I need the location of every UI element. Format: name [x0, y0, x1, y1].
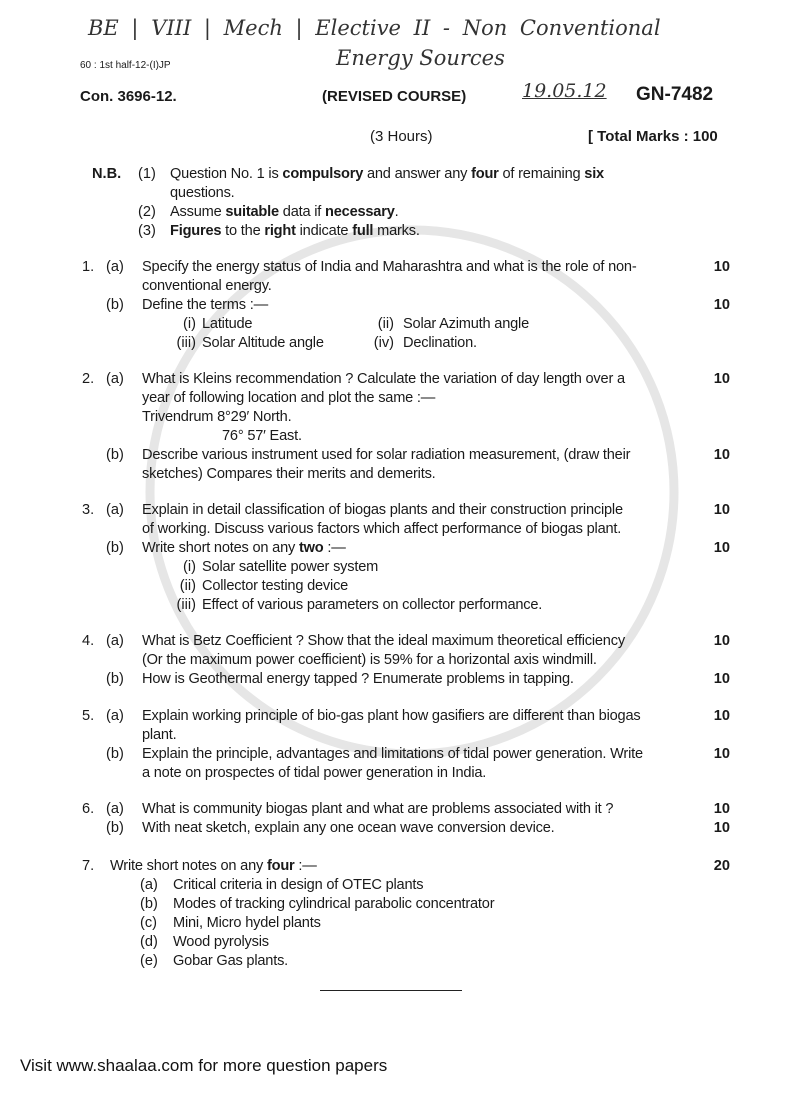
- question-number: 2.: [82, 371, 95, 387]
- total-marks: [ Total Marks : 100: [588, 128, 718, 145]
- paper-code-small: 60 : 1st half-12-(I)JP: [80, 60, 171, 71]
- question-text: How is Geothermal energy tapped ? Enumerate problems in tapping.: [142, 671, 574, 687]
- term-num: (i): [183, 316, 196, 332]
- nb-text: Figures to the right indicate full marks.: [170, 223, 420, 239]
- item-text: Gobar Gas plants.: [173, 953, 289, 969]
- question-text: (Or the maximum power coefficient) is 59% for a horizontal axis windmill.: [142, 652, 597, 668]
- question-text: Explain the principle, advantages and limitations of tidal power generation. Write: [142, 746, 643, 762]
- nb-num: (3): [138, 223, 156, 239]
- question-text: year of following location and plot the same :—: [142, 390, 436, 406]
- question-5: [0, 707, 800, 783]
- item-num: (e): [140, 953, 158, 969]
- marks: 10: [713, 371, 730, 387]
- part-label: (b): [106, 671, 124, 687]
- part-label: (a): [106, 371, 124, 387]
- duration: (3 Hours): [370, 128, 433, 145]
- marks: 10: [713, 297, 730, 313]
- question-text: Define the terms :—: [142, 297, 268, 313]
- footer-note: Visit www.shaalaa.com for more question papers: [20, 1056, 388, 1075]
- question-text: sketches) Compares their merits and demerits.: [142, 466, 436, 482]
- question-text: What is community biogas plant and what are problems associated with it ?: [142, 801, 614, 817]
- part-label: (a): [106, 801, 124, 817]
- instructions: [0, 165, 800, 241]
- nb-num: (1): [138, 166, 156, 182]
- marks: 10: [713, 801, 730, 817]
- term-num: (iv): [373, 335, 394, 351]
- part-label: (b): [106, 746, 124, 762]
- question-3: [0, 501, 800, 615]
- part-label: (a): [106, 259, 124, 275]
- item-text: Modes of tracking cylindrical parabolic concentrator: [173, 896, 495, 912]
- question-text: Write short notes on any two :—: [142, 540, 346, 556]
- part-label: (a): [106, 708, 124, 724]
- marks: 10: [713, 540, 730, 556]
- paper-code: GN-7482: [636, 84, 714, 105]
- handwritten-subject: BE | VIII | Mech | Elective II - Non Conventional: [88, 16, 661, 40]
- question-7: [0, 857, 800, 971]
- item-text: Effect of various parameters on collector performance.: [202, 597, 543, 613]
- marks: 10: [713, 633, 730, 649]
- nb-text: Question No. 1 is compulsory and answer any four of remaining six: [170, 166, 604, 182]
- question-text: With neat sketch, explain any one ocean wave conversion device.: [142, 820, 555, 836]
- item-text: Critical criteria in design of OTEC plants: [173, 877, 424, 893]
- question-1: [0, 258, 800, 353]
- nb-text: questions.: [170, 185, 235, 201]
- course-label: (REVISED COURSE): [322, 88, 467, 105]
- question-text: Explain in detail classification of biogas plants and their construction principle: [142, 502, 623, 518]
- item-num: (ii): [179, 578, 196, 594]
- marks: 10: [713, 708, 730, 724]
- item-num: (d): [140, 934, 158, 950]
- question-text: What is Betz Coefficient ? Show that the ideal maximum theoretical efficiency: [142, 633, 625, 649]
- nb-text: Assume suitable data if necessary.: [170, 204, 399, 220]
- question-text: Trivendrum 8°29′ North.: [142, 409, 292, 425]
- term: Declination.: [403, 335, 477, 351]
- term: Latitude: [202, 316, 253, 332]
- marks: 20: [713, 858, 730, 874]
- end-divider: [320, 990, 462, 991]
- term-num: (ii): [377, 316, 394, 332]
- term: Solar Altitude angle: [202, 335, 324, 351]
- question-text: Specify the energy status of India and Maharashtra and what is the role of non-: [142, 259, 637, 275]
- marks: 10: [713, 447, 730, 463]
- marks: 10: [713, 502, 730, 518]
- part-label: (a): [106, 502, 124, 518]
- marks: 10: [713, 746, 730, 762]
- part-label: (b): [106, 297, 124, 313]
- marks: 10: [713, 671, 730, 687]
- nb-num: (2): [138, 204, 156, 220]
- question-2: [0, 370, 800, 484]
- question-text: Write short notes on any four :—: [110, 858, 317, 874]
- question-number: 7.: [82, 858, 95, 874]
- question-number: 5.: [82, 708, 95, 724]
- term-num: (iii): [176, 335, 196, 351]
- nb-label: N.B.: [92, 166, 122, 182]
- question-6: [0, 800, 800, 838]
- term: Solar Azimuth angle: [403, 316, 529, 332]
- question-4: [0, 632, 800, 689]
- question-text: What is Kleins recommendation ? Calculate the variation of day length over a: [142, 371, 625, 387]
- part-label: (a): [106, 633, 124, 649]
- question-number: 3.: [82, 502, 95, 518]
- question-text: a note on prospectes of tidal power generation in India.: [142, 765, 487, 781]
- question-text: conventional energy.: [142, 278, 272, 294]
- item-num: (i): [183, 559, 196, 575]
- question-number: 6.: [82, 801, 95, 817]
- handwritten-date: 19.05.12: [522, 80, 607, 102]
- item-num: (c): [140, 915, 158, 931]
- question-text: of working. Discuss various factors which affect performance of biogas plant.: [142, 521, 622, 537]
- question-number: 4.: [82, 633, 95, 649]
- item-text: Wood pyrolysis: [173, 934, 269, 950]
- question-number: 1.: [82, 259, 95, 275]
- question-text: Explain working principle of bio-gas plant how gasifiers are different than biogas: [142, 708, 641, 724]
- con-number: Con. 3696-12.: [80, 88, 177, 105]
- marks: 10: [713, 820, 730, 836]
- item-text: Solar satellite power system: [202, 559, 379, 575]
- part-label: (b): [106, 540, 124, 556]
- marks: 10: [713, 259, 730, 275]
- part-label: (b): [106, 447, 124, 463]
- question-text: Describe various instrument used for solar radiation measurement, (draw their: [142, 447, 631, 463]
- item-text: Mini, Micro hydel plants: [173, 915, 321, 931]
- item-num: (b): [140, 896, 158, 912]
- question-text: 76° 57′ East.: [222, 428, 302, 444]
- item-num: (a): [140, 877, 158, 893]
- item-text: Collector testing device: [202, 578, 349, 594]
- part-label: (b): [106, 820, 124, 836]
- item-num: (iii): [176, 597, 196, 613]
- handwritten-subject-line2: Energy Sources: [336, 46, 505, 70]
- question-text: plant.: [142, 727, 177, 743]
